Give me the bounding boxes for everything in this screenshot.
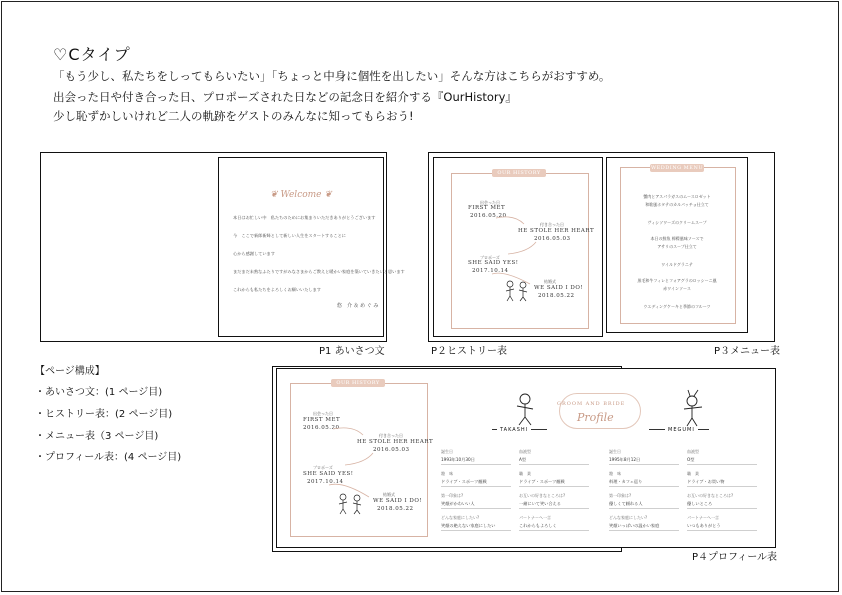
groom-value: ドライブ・スポーツ観戦	[441, 479, 487, 484]
bride-row-line	[609, 530, 679, 531]
bride-row-line	[687, 508, 757, 509]
history-ribbon: OUR HISTORY	[492, 169, 546, 177]
groom-name: TAKASHI	[497, 427, 531, 433]
groom-label: お互いの好きなところは?	[519, 493, 566, 498]
bride-label: パートナーへ一言	[687, 515, 719, 520]
caption-p4: P４プロフィール表	[692, 552, 778, 563]
menu-item-2: 和歌風ホタテのカルパッチョ仕立て	[645, 202, 709, 207]
p4-history-tag-3: プロポーズ	[313, 465, 333, 470]
bride-label: 血液型	[687, 449, 699, 454]
bride-value: 1995年8月12日	[609, 457, 641, 462]
bride-row-line	[687, 486, 757, 487]
welcome-names: 悠 介 ＆ め ぐ み	[337, 303, 379, 309]
leaf-right-icon: ❦	[321, 190, 332, 200]
groom-value: これからもよろしく	[519, 523, 557, 528]
welcome-page	[218, 157, 405, 337]
bride-row-line	[687, 530, 757, 531]
bride-value: 優しくて頼れる人	[609, 501, 643, 506]
menu-item-4: 本日の鮮魚 檸檬風味ソースで	[650, 236, 704, 241]
bride-label: どんな家庭にしたい?	[609, 515, 648, 520]
caption-p1: P1 あいさつ文	[319, 346, 385, 357]
profile-title: Profile	[577, 411, 614, 424]
history-date-3: 2017.10.14	[472, 268, 509, 274]
caption-p3: P３メニュー表	[714, 346, 781, 357]
groom-row-line	[441, 486, 511, 487]
bride-value: 優しいところ	[687, 501, 713, 506]
history-main-3: SHE SAID YES!	[468, 260, 519, 266]
groom-label: 誕生日	[441, 449, 453, 454]
p4-history-main-4: WE SAID I DO!	[373, 498, 423, 504]
description-line-2: 出会った日や付き合った日、プロポーズされた日などの記念日を紹介する『OurHistory』	[53, 90, 517, 104]
p4-history-main-3: SHE SAID YES!	[303, 471, 354, 477]
groom-and-bride-label: GROOM AND BRIDE	[557, 401, 626, 407]
page-title: ♡Cタイプ	[53, 45, 131, 64]
config-heading: 【ページ構成】	[35, 366, 105, 377]
bride-label: 第一印象は?	[609, 493, 632, 498]
bride-row-line	[609, 486, 679, 487]
history-date-2: 2016.05.03	[534, 236, 571, 242]
history-main-4: WE SAID I DO!	[534, 285, 584, 291]
p4-history-date-1: 2016.05.20	[303, 425, 340, 431]
p4-history-tag-1: 出会った日	[313, 411, 333, 416]
history-tag-3: プロポーズ	[480, 255, 500, 260]
leaf-left-icon: ❦	[270, 190, 281, 200]
history-tag-2: 付き合った日	[540, 222, 564, 227]
groom-label: 第一印象は?	[441, 493, 464, 498]
bride-row-line	[609, 508, 679, 509]
bride-value: 料理・カフェ巡り	[609, 479, 643, 484]
config-item-3: ・メニュー表（3 ページ目)	[35, 431, 159, 442]
history-main-1: FIRST MET	[468, 205, 506, 211]
caption-p2: P２ヒストリー表	[431, 346, 508, 357]
groom-label: パートナーへ一言	[519, 515, 551, 520]
groom-row-line	[519, 530, 589, 531]
menu-item-6: ワイルドグラニテ	[661, 262, 693, 267]
groom-value: 笑顔がかわいい人	[441, 501, 475, 506]
history-date-4: 2018.05.22	[538, 293, 575, 299]
history-date-1: 2016.05.20	[470, 213, 507, 219]
p4-history-tag-4: 結婚式	[383, 492, 395, 497]
history-tag-4: 結婚式	[544, 279, 556, 284]
description-line-1: 「もう少し、私たちをしってもらいたい」「ちょっと中身に個性を出したい」そんな方はこちらがおすすめ。	[53, 69, 611, 83]
groom-value: ドライブ・スポーツ観戦	[519, 479, 565, 484]
groom-row-line	[441, 464, 511, 465]
bride-label: お互いの好きなところは?	[687, 493, 734, 498]
config-item-2: ・ヒストリー表：(2 ページ目)	[35, 409, 173, 420]
groom-value: 笑顔の絶えない家庭にしたい	[441, 523, 496, 528]
p2-p3-card	[428, 152, 775, 342]
bride-label: 誕生日	[609, 449, 621, 454]
welcome-line-4: まだまだ未熟なふたりですがみなさまからご教えと暖かい家庭を築いていきたいと思います	[233, 269, 405, 274]
bride-name: MEGUMI	[665, 427, 698, 433]
p4-history-main-2: HE STOLE HER HEART	[357, 439, 434, 445]
bride-label: 職 業	[687, 471, 699, 476]
welcome-line-5: これからも私たちをよろしくお願いいたします	[233, 287, 321, 292]
groom-label: 血液型	[519, 449, 531, 454]
p4-history-date-3: 2017.10.14	[307, 479, 344, 485]
p4-history-date-4: 2018.05.22	[377, 506, 414, 512]
groom-value: 1993年10月30日	[441, 457, 475, 462]
welcome-line-1: 本日はお忙しい中 私たちのためにお集まりいただきありがとうございます	[233, 215, 376, 220]
groom-frog-icon	[505, 389, 545, 429]
history-main-2: HE STOLE HER HEART	[518, 228, 595, 234]
bride-value: O型	[687, 457, 695, 462]
groom-row-line	[441, 508, 511, 509]
bride-row-line	[687, 464, 757, 465]
history-tag-1: 出会った日	[480, 200, 500, 205]
groom-row-line	[441, 530, 511, 531]
p4-history-arrows-icon	[277, 369, 437, 549]
groom-label: 職 業	[519, 471, 531, 476]
bride-value: ドライブ・お買い物	[687, 479, 725, 484]
bride-value: いつもありがとう	[687, 523, 721, 528]
menu-ribbon: WEDDING MENU	[650, 165, 704, 171]
p1-card	[40, 152, 405, 342]
p4-history-main-1: FIRST MET	[303, 417, 341, 423]
groom-row-line	[519, 508, 589, 509]
menu-item-9: ウエディングケーキと季節のフルーツ	[643, 304, 711, 309]
history-arrows-icon	[434, 158, 604, 338]
profile-ornament-icon	[559, 393, 641, 429]
menu-item-8: 赤ワインソース	[663, 286, 691, 291]
p4-history-ribbon: OUR HISTORY	[331, 379, 385, 387]
p4-card	[276, 368, 776, 548]
menu-page	[606, 157, 748, 333]
menu-item-1: 蟹肉とアスパラガスのムースロゼット	[643, 194, 711, 199]
history-page	[433, 157, 603, 337]
bride-row-line	[609, 464, 679, 465]
groom-value: A型	[519, 457, 527, 462]
groom-label: どんな家庭にしたい?	[441, 515, 480, 520]
welcome-line-3: 心から感謝しています	[233, 251, 275, 256]
welcome-line-2: 今 ここで新郎新婦として新しい人生をスタートすることに	[233, 233, 346, 238]
menu-item-5: アサリのスープ仕立て	[657, 244, 697, 249]
groom-label: 趣 味	[441, 471, 453, 476]
config-item-4: ・プロフィール表：(4 ページ目)	[35, 452, 182, 463]
bride-rabbit-icon	[672, 389, 712, 429]
groom-value: 一緒にいて笑い合える	[519, 501, 561, 506]
p4-history-date-2: 2016.05.03	[373, 447, 410, 453]
menu-item-7: 黒毛和牛フィレとフォアグラのロッシーニ風	[637, 278, 717, 283]
welcome-title: ❦ Welcome ❦	[270, 190, 332, 200]
p4-history-tag-2: 付き合った日	[379, 433, 403, 438]
config-item-1: ・あいさつ文：(1 ページ目)	[35, 387, 163, 398]
menu-item-3: ヴィシソワーズのクリームスープ	[647, 220, 707, 225]
groom-row-line	[519, 464, 589, 465]
description-line-3: 少し恥ずかしいけれど二人の軌跡をゲストのみんなに知ってもらおう!	[53, 109, 414, 123]
groom-row-line	[519, 486, 589, 487]
bride-value: 笑顔いっぱいの温かい家庭	[609, 523, 660, 528]
bride-label: 趣 味	[609, 471, 621, 476]
